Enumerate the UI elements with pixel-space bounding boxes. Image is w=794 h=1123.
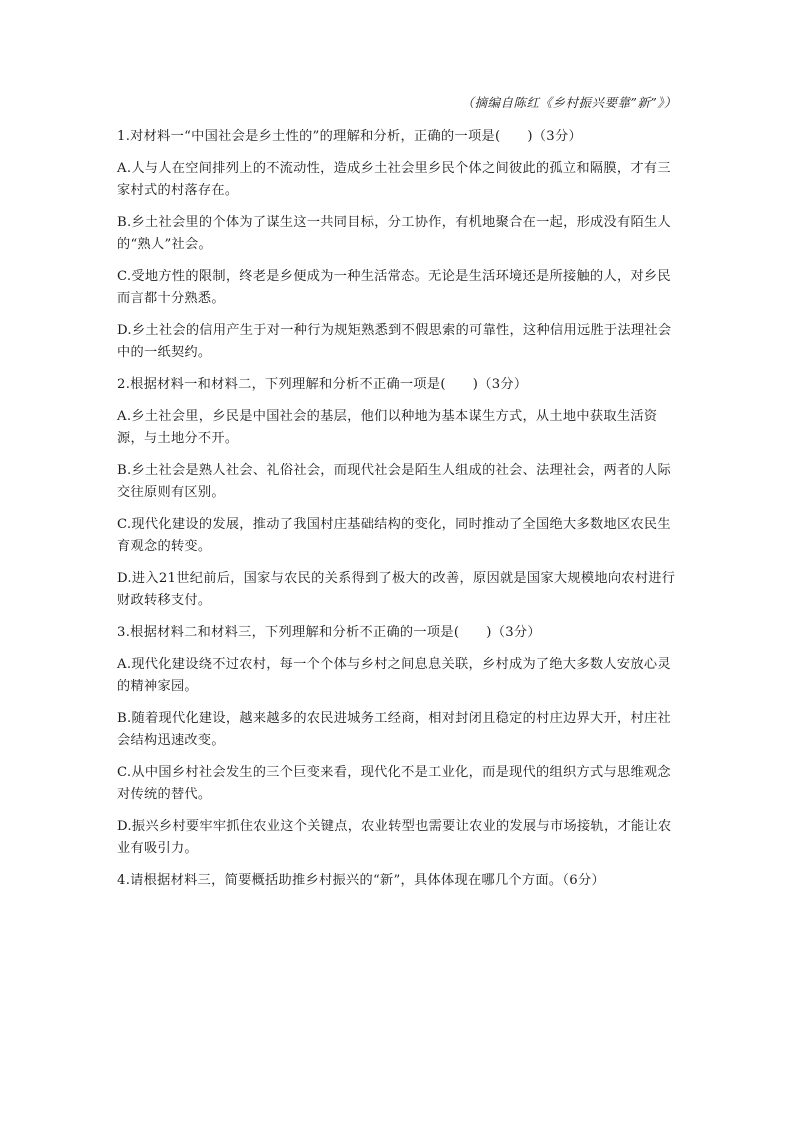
option-d: D.振兴乡村要牢牢抓住农业这个关键点，农业转型也需要让农业的发展与市场接轨，才能让农业有吸引力。 xyxy=(117,819,672,856)
question-3 xyxy=(117,622,677,860)
option-a: A.人与人在空间排列上的不流动性，造成乡土社会里乡民个体之间彼此的孤立和隔膜，才有三家村式的村落存在。 xyxy=(117,161,671,198)
option-c: C.从中国乡村社会发生的三个巨变来看，现代化不是工业化，而是现代的组织方式与思维观念对传统的替代。 xyxy=(117,765,671,802)
document-page xyxy=(117,94,677,902)
question-stem: 2.根据材料一和材料二，下列理解和分析不正确一项是( )（3分） xyxy=(117,377,528,392)
source-citation: （摘编自陈红《乡村振兴要靠”新”》） xyxy=(461,95,677,110)
option-b: B.乡土社会里的个体为了谋生这一共同目标，分工协作，有机地聚合在一起，形成没有陌生人的“熟人”社会。 xyxy=(117,215,671,252)
option-d: D.乡土社会的信用产生于对一种行为规矩熟悉到不假思索的可靠性，这种信用远胜于法理社会中的一纸契约。 xyxy=(117,323,672,360)
question-4 xyxy=(117,870,677,892)
option-a: A.乡土社会里，乡民是中国社会的基层，他们以种地为基本谋生方式，从土地中获取生活资源，与土地分不开。 xyxy=(117,409,658,446)
question-stem: 3.根据材料二和材料三，下列理解和分析不正确的一项是( )（3分） xyxy=(117,625,541,640)
question-2 xyxy=(117,374,677,612)
option-b: B.随着现代化建设，越来越多的农民进城务工经商，相对封闭且稳定的村庄边界大开，村庄社会结构迅速改变。 xyxy=(117,711,671,748)
option-c: C.受地方性的限制，终老是乡便成为一种生活常态。无论是生活环境还是所接触的人，对乡民而言都十分熟悉。 xyxy=(117,269,671,306)
question-stem: 4.请根据材料三，简要概括助推乡村振兴的“新”，具体体现在哪几个方面。（6分） xyxy=(117,873,605,888)
question-1 xyxy=(117,126,677,364)
option-c: C.现代化建设的发展，推动了我国村庄基础结构的变化，同时推动了全国绝大多数地区农民生育观念的转变。 xyxy=(117,517,671,554)
option-b: B.乡土社会是熟人社会、礼俗社会，而现代社会是陌生人组成的社会、法理社会，两者的人际交往原则有区别。 xyxy=(117,463,671,500)
option-a: A.现代化建设绕不过农村，每一个个体与乡村之间息息关联，乡村成为了绝大多数人安放心灵的精神家园。 xyxy=(117,657,671,694)
option-d: D.进入21世纪前后，国家与农民的关系得到了极大的改善，原因就是国家大规模地向农村进行财政转移支付。 xyxy=(117,571,676,608)
question-stem: 1.对材料一“中国社会是乡土性的”的理解和分析，正确的一项是( )（3分） xyxy=(117,129,582,144)
